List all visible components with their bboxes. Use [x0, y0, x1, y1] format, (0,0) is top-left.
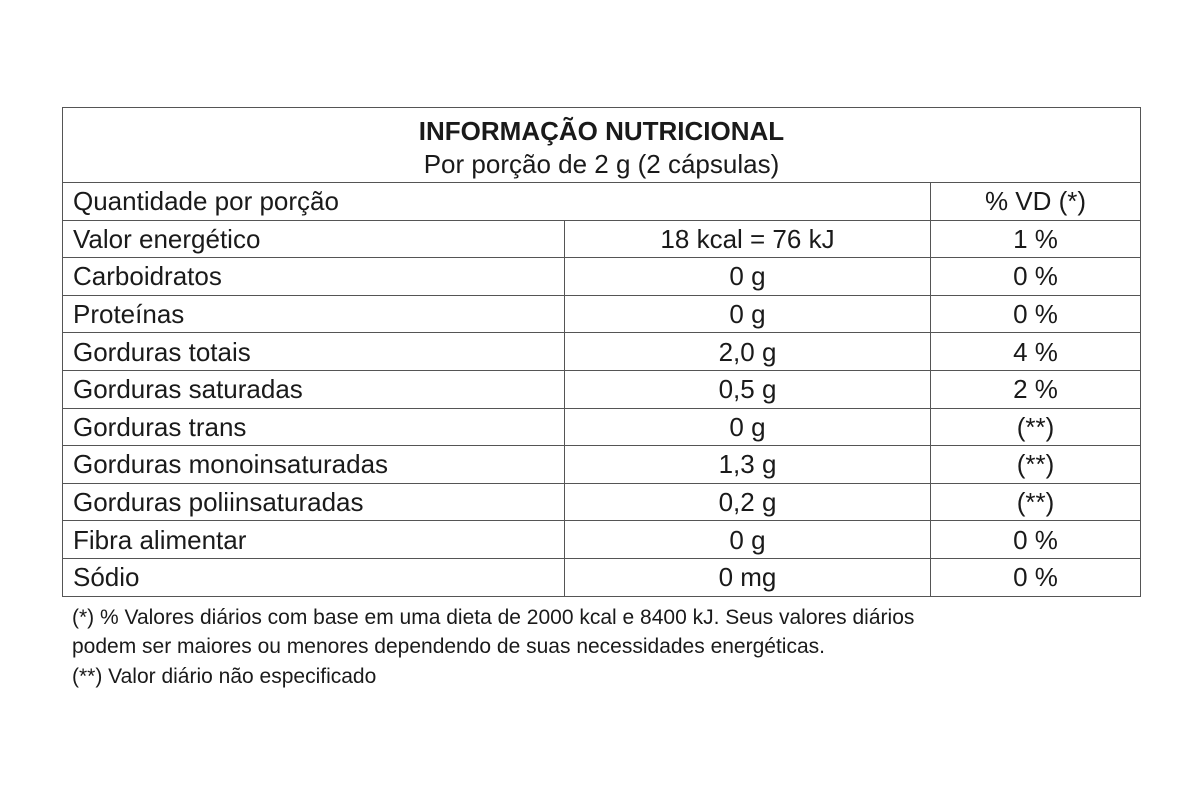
nutrient-amount: 1,3 g	[565, 446, 931, 484]
nutrient-amount: 0,5 g	[565, 370, 931, 408]
table-header-row	[63, 108, 1141, 183]
nutrient-amount: 0 g	[565, 295, 931, 333]
nutrient-amount: 0 g	[565, 521, 931, 559]
column-header-row	[63, 183, 1141, 221]
nutrient-amount: 0,2 g	[565, 483, 931, 521]
table-header	[63, 108, 1141, 183]
table-row	[63, 258, 1141, 296]
label-title: INFORMAÇÃO NUTRICIONAL	[418, 115, 785, 146]
nutrient-name: Carboidratos	[63, 258, 565, 296]
table-row	[63, 558, 1141, 596]
table-row	[63, 408, 1141, 446]
nutrient-name: Proteínas	[63, 295, 565, 333]
nutrient-name: Gorduras poliinsaturadas	[63, 483, 565, 521]
nutrient-daily-value: (**)	[931, 446, 1141, 484]
nutrient-name: Gorduras monoinsaturadas	[63, 446, 565, 484]
table-row	[63, 220, 1141, 258]
nutrient-daily-value: 0 %	[931, 295, 1141, 333]
footnote-unspecified: (**) Valor diário não especificado	[72, 664, 377, 688]
table-row	[63, 521, 1141, 559]
nutrient-amount: 0 mg	[565, 558, 931, 596]
nutrient-amount: 0 g	[565, 258, 931, 296]
nutrient-daily-value: 0 %	[931, 521, 1141, 559]
nutrient-amount: 2,0 g	[565, 333, 931, 371]
footnotes	[62, 603, 1140, 692]
nutrient-daily-value: 2 %	[931, 370, 1141, 408]
nutrient-daily-value: (**)	[931, 408, 1141, 446]
nutrient-daily-value: 0 %	[931, 258, 1141, 296]
nutrient-name: Fibra alimentar	[63, 521, 565, 559]
quantity-column-header: Quantidade por porção	[63, 183, 931, 221]
table-row	[63, 333, 1141, 371]
nutrient-amount: 0 g	[565, 408, 931, 446]
nutrition-facts-label	[62, 107, 1140, 691]
footnote-daily-values-continued: podem ser maiores ou menores dependendo de suas necessidades energéticas.	[72, 635, 825, 659]
nutrient-daily-value: 0 %	[931, 558, 1141, 596]
nutrient-daily-value: 4 %	[931, 333, 1141, 371]
nutrient-name: Valor energético	[63, 220, 565, 258]
nutrient-daily-value: 1 %	[931, 220, 1141, 258]
table-row	[63, 295, 1141, 333]
footnote-daily-values: (*) % Valores diários com base em uma dieta de 2000 kcal e 8400 kJ. Seus valores diários	[72, 605, 915, 629]
table-row	[63, 483, 1141, 521]
nutrition-table	[62, 107, 1141, 597]
nutrient-amount: 18 kcal = 76 kJ	[565, 220, 931, 258]
table-row	[63, 370, 1141, 408]
nutrient-name: Gorduras totais	[63, 333, 565, 371]
daily-value-column-header: % VD (*)	[931, 183, 1141, 221]
nutrient-name: Gorduras trans	[63, 408, 565, 446]
nutrient-name: Gorduras saturadas	[63, 370, 565, 408]
nutrient-daily-value: (**)	[931, 483, 1141, 521]
nutrient-name: Sódio	[63, 558, 565, 596]
serving-size: Por porção de 2 g (2 cápsulas)	[423, 148, 780, 179]
table-row	[63, 446, 1141, 484]
